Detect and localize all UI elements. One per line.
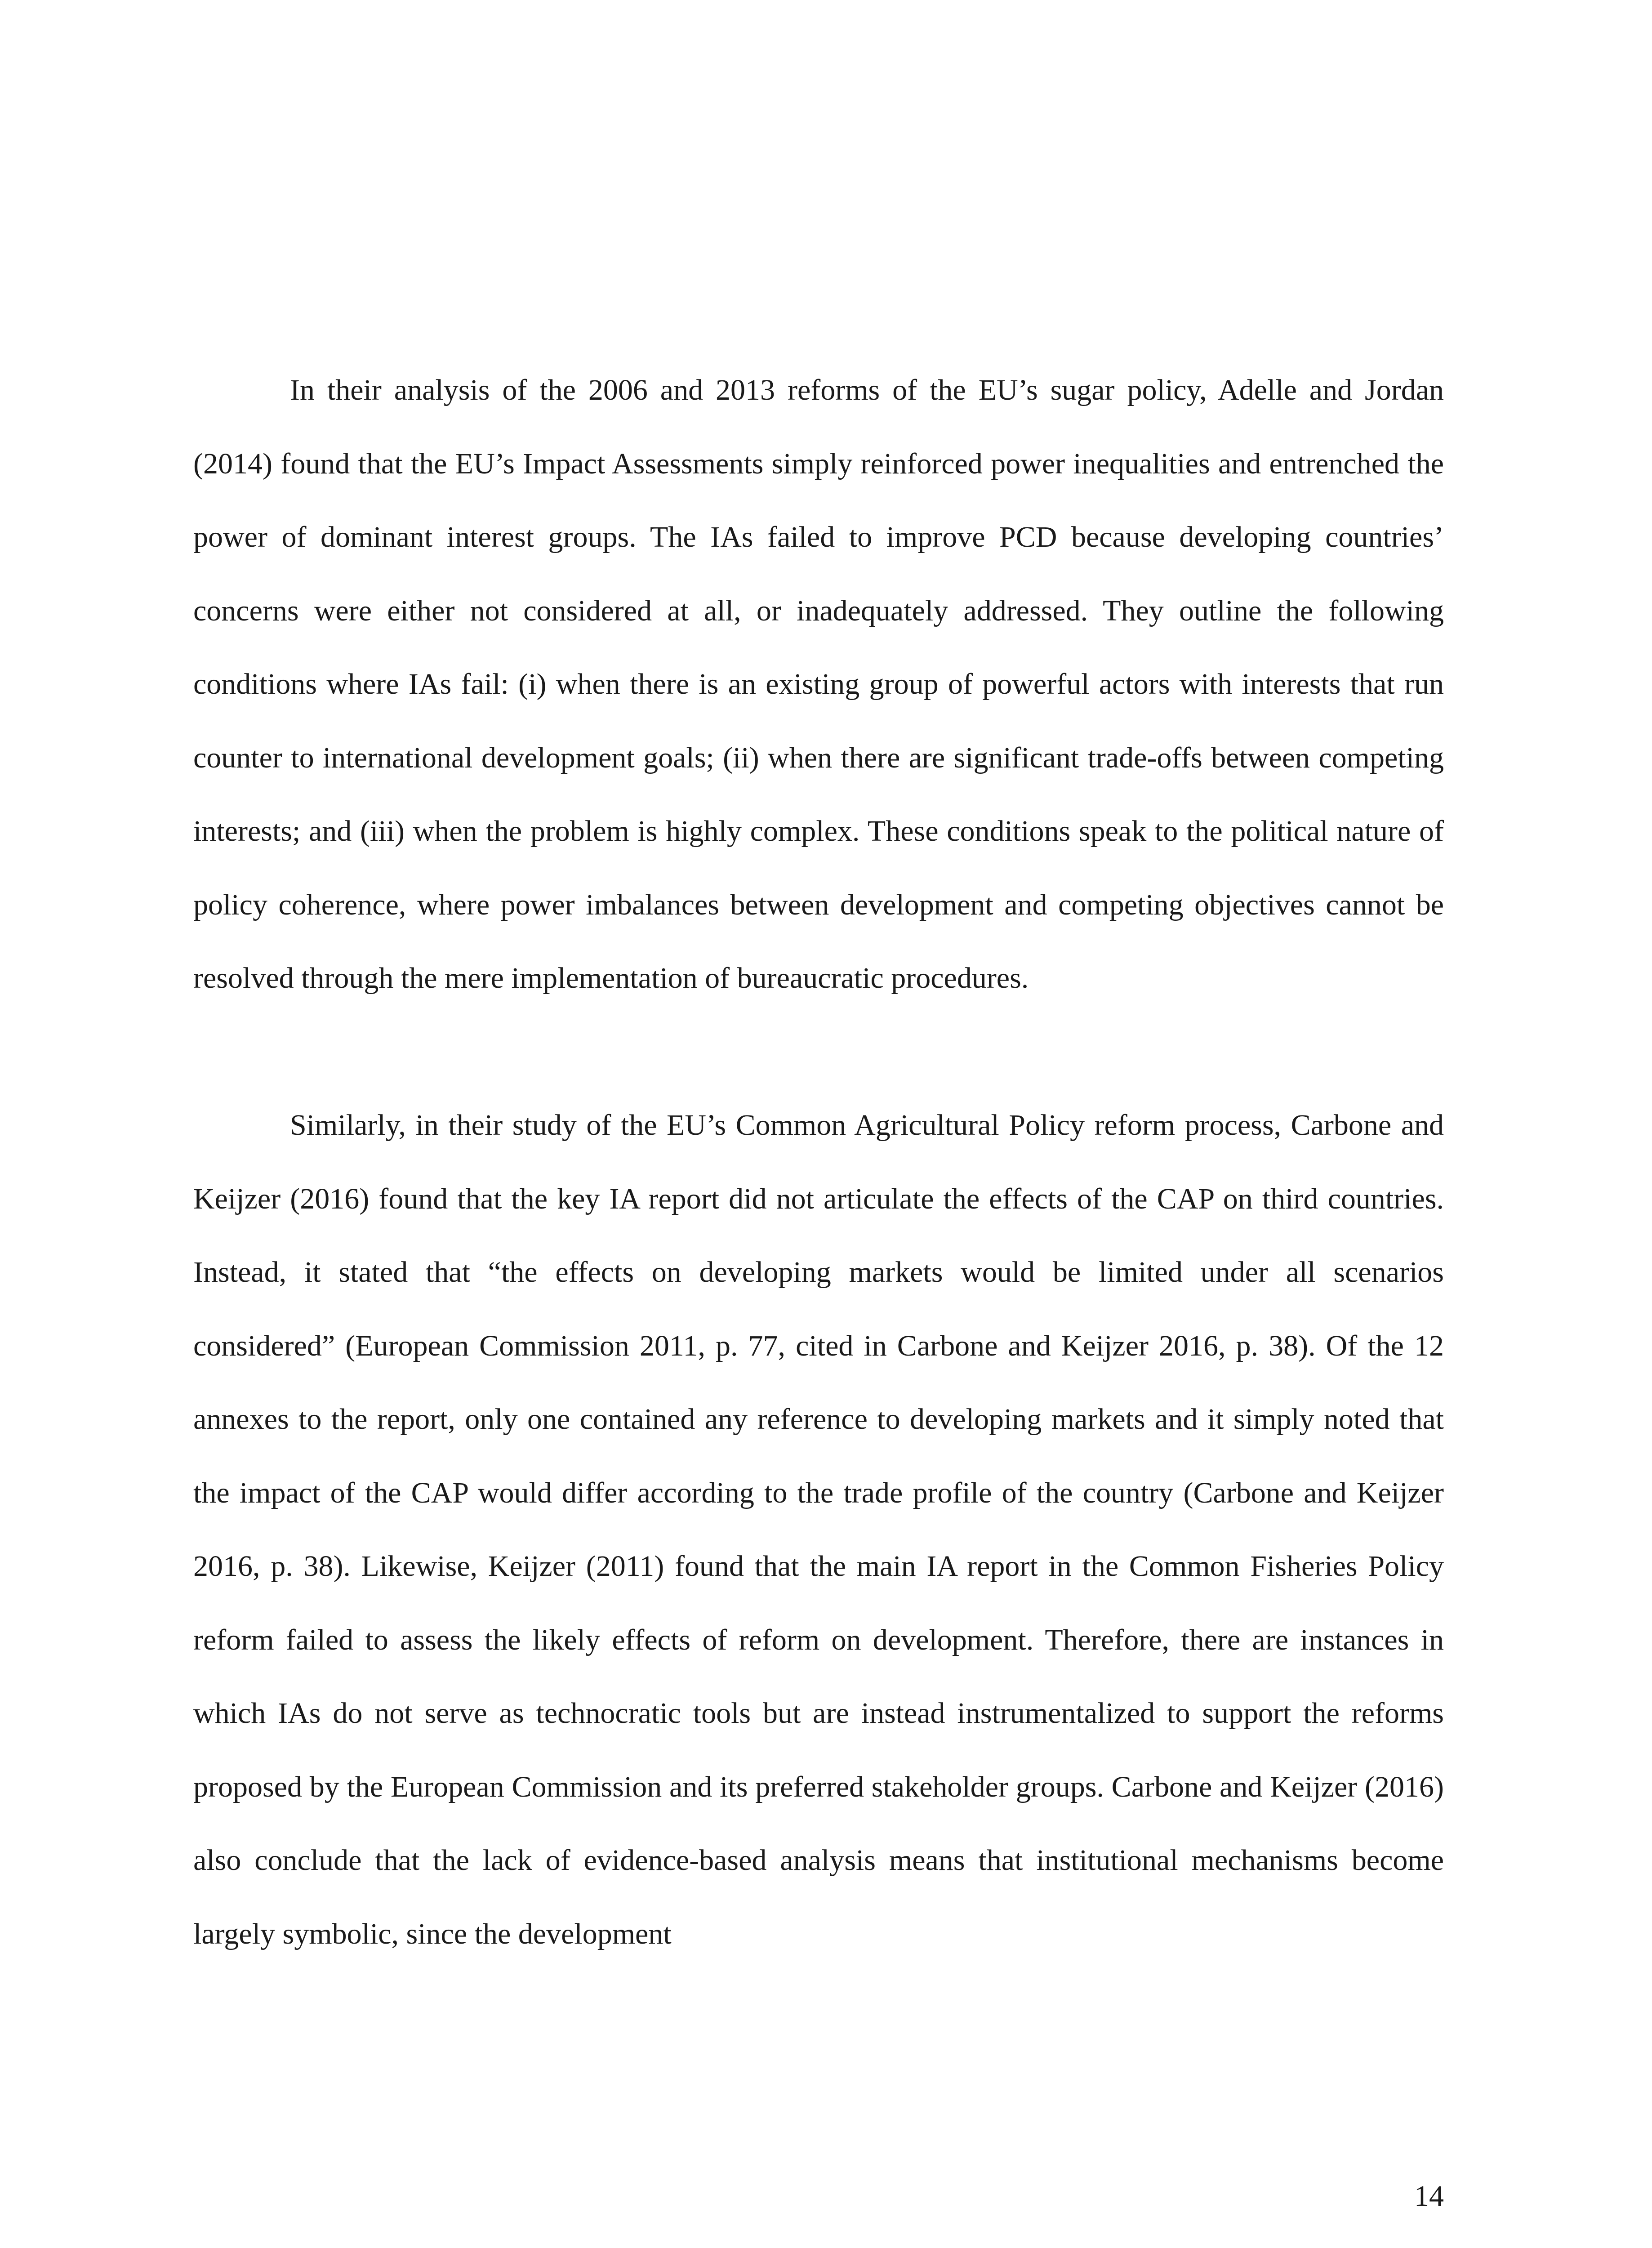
paragraph-1: In their analysis of the 2006 and 2013 reforms of the EU’s sugar policy, Adelle and Jordan (2014) found that the EU’s Impact Assessments simply reinforced power inequalities and entrenched the power of dominant interest groups. The IAs failed to improve PCD because developing countries’ concerns were either not considered at all, or inadequately addressed. They outline the following conditions where IAs fail: (i) when there is an existing group of powerful actors with interests that run counter to international development goals; (ii) when there are significant trade-offs between competing interests; and (iii) when the problem is highly complex. These conditions speak to the political nature of policy coherence, where power imbalances between development and competing objectives cannot be resolved through the mere implementation of bureaucratic procedures.: [193, 374, 1444, 995]
body-text: [193, 353, 1444, 1971]
paragraph-2: Similarly, in their study of the EU’s Common Agricultural Policy reform process, Carbone and Keijzer (2016) found that the key IA report did not articulate the effects of the CAP on third countries. Instead, it stated that “the effects on developing markets would be limited under all scenarios considered” (European Commission 2011, p. 77, cited in Carbone and Keijzer 2016, p. 38). Of the 12 annexes to the report, only one contained any reference to developing markets and it simply noted that the impact of the CAP would differ according to the trade profile of the country (Carbone and Keijzer 2016, p. 38). Likewise, Keijzer (2011) found that the main IA report in the Common Fisheries Policy reform failed to assess the likely effects of reform on development. Therefore, there are instances in which IAs do not serve as technocratic tools but are instead instrumentalized to support the reforms proposed by the European Commission and its preferred stakeholder groups. Carbone and Keijzer (2016) also conclude that the lack of evidence-based analysis means that institutional mechanisms become largely symbolic, since the development: [193, 1109, 1444, 1950]
page-number: 14: [1414, 2180, 1444, 2212]
